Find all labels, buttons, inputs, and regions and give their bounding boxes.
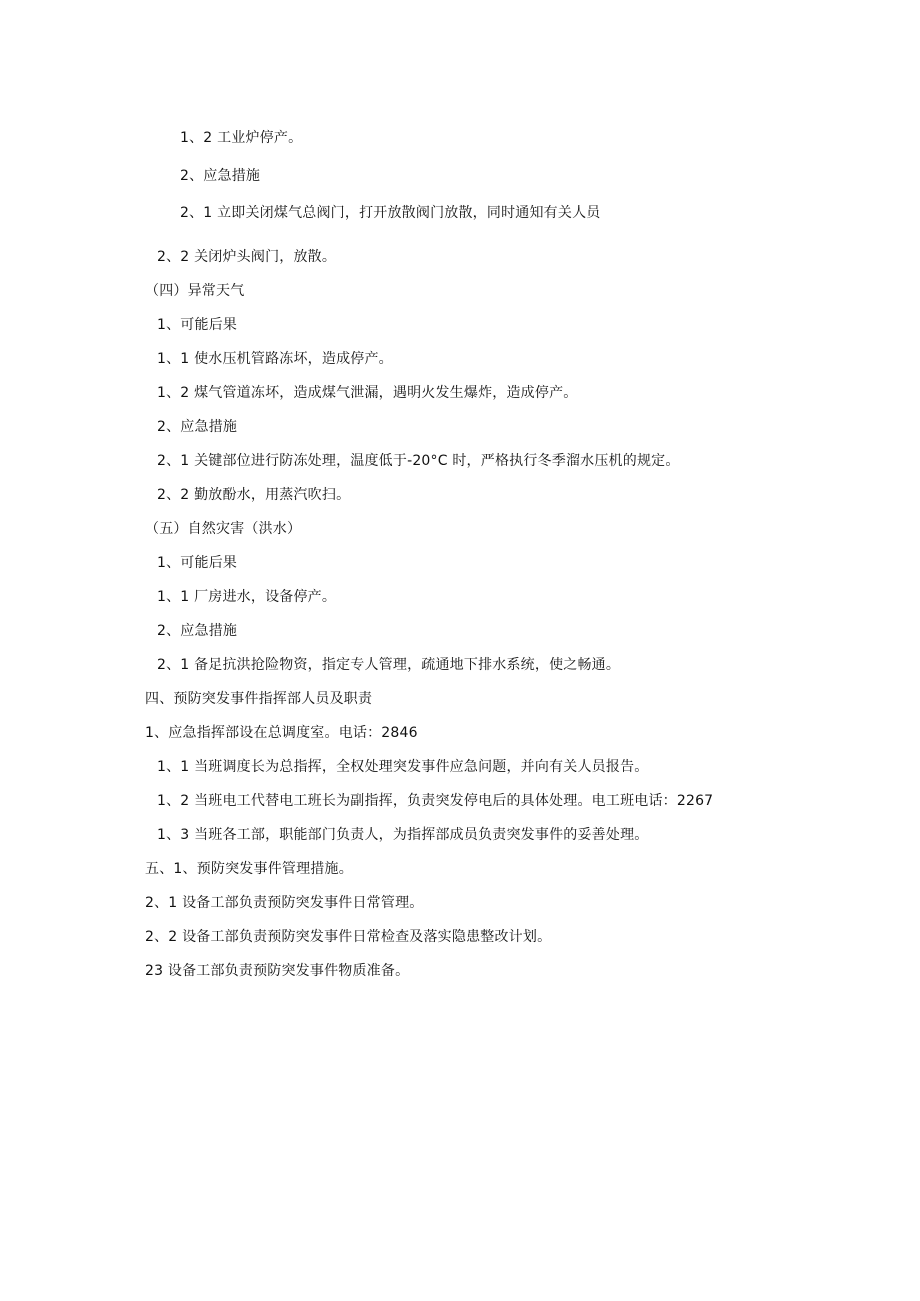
line-1-1-plant-flooding: 1、1 厂房进水，设备停产。 [157, 589, 337, 605]
line-2-emergency-measures-weather: 2、应急措施 [157, 419, 238, 435]
line-2-1-daily-management: 2、1 设备工部负责预防突发事件日常管理。 [145, 895, 424, 911]
line-2-2-daily-inspection: 2、2 设备工部负责预防突发事件日常检查及落实隐患整改计划。 [145, 929, 552, 945]
line-1-2-gas-pipe-freeze: 1、2 煤气管道冻坏，造成煤气泄漏，遇明火发生爆炸，造成停产。 [157, 385, 578, 401]
line-1-command-location: 1、应急指挥部设在总调度室。电话：2846 [145, 725, 418, 741]
section-heading-natural-disaster: （五）自然灾害（洪水） [145, 521, 302, 537]
line-1-possible-consequences: 1、可能后果 [157, 317, 238, 333]
line-2-1-flood-supplies: 2、1 备足抗洪抢险物资，指定专人管理，疏通地下排水系统，使之畅通。 [157, 657, 621, 673]
line-1-2-deputy-commander: 1、2 当班电工代替电工班长为副指挥，负责突发停电后的具体处理。电工班电话：2267 [157, 793, 714, 809]
line-1-1-pipe-freeze: 1、1 使水压机管路冻坏，造成停产。 [157, 351, 393, 367]
section-heading-command-staff: 四、预防突发事件指挥部人员及职责 [145, 691, 373, 707]
line-1-1-chief-commander: 1、1 当班调度长为总指挥，全权处理突发事件应急问题，并向有关人员报告。 [157, 759, 649, 775]
line-2-1-close-gas-valve: 2、1 立即关闭煤气总阀门，打开放散阀门放散，同时通知有关人员 [180, 205, 601, 221]
section-heading-management-measures: 五、1、预防突发事件管理措施。 [145, 861, 353, 877]
line-2-2-close-head-valve: 2、2 关闭炉头阀门，放散。 [157, 249, 337, 265]
line-2-emergency-measures-flood: 2、应急措施 [157, 623, 238, 639]
line-2-1-antifreeze: 2、1 关键部位进行防冻处理，温度低于-20°C 时，严格执行冬季溜水压机的规定。 [157, 453, 680, 469]
section-heading-abnormal-weather: （四）异常天气 [145, 283, 245, 299]
line-23-material-preparation: 23 设备工部负责预防突发事件物质准备。 [145, 963, 410, 979]
line-2-2-steam-purge: 2、2 勤放酚水，用蒸汽吹扫。 [157, 487, 351, 503]
line-1-possible-consequences-flood: 1、可能后果 [157, 555, 238, 571]
line-1-3-command-members: 1、3 当班各工部，职能部门负责人，为指挥部成员负责突发事件的妥善处理。 [157, 827, 649, 843]
line-2-emergency-measures: 2、应急措施 [180, 168, 261, 184]
line-1-2-furnace-stop: 1、2 工业炉停产。 [180, 130, 303, 146]
